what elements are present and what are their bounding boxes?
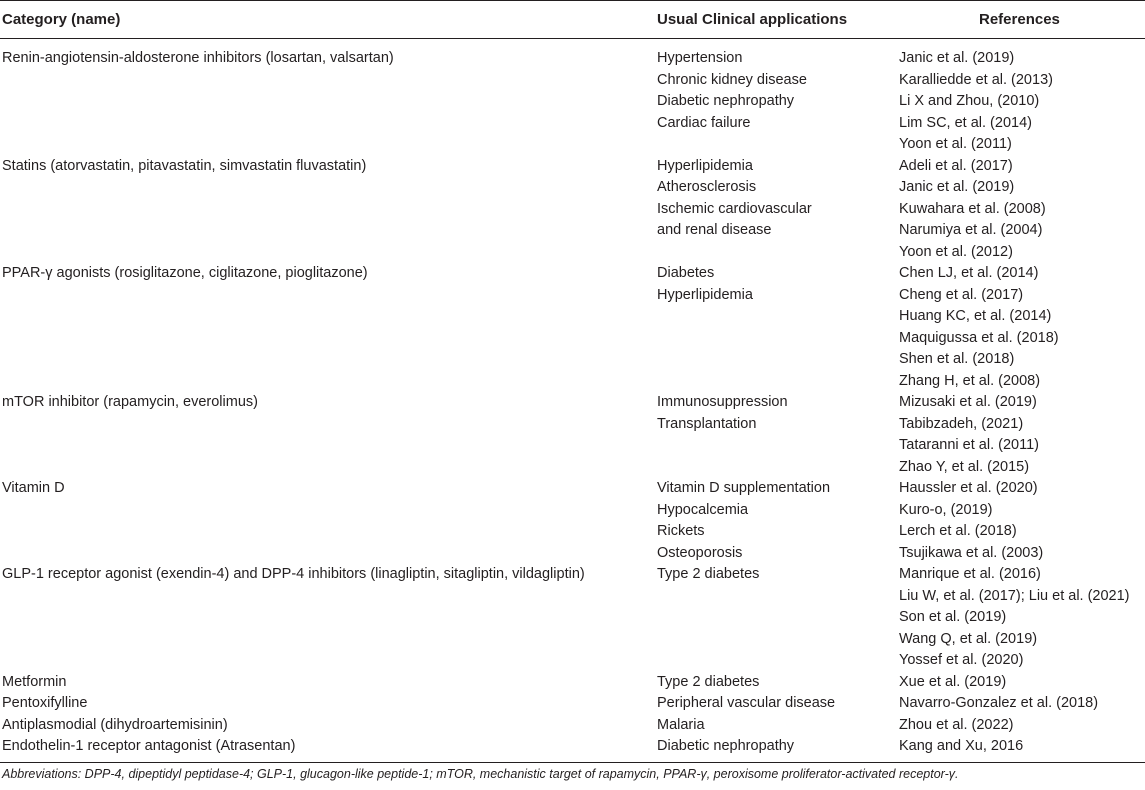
table-footnote: Abbreviations: DPP-4, dipeptidyl peptidase-4; GLP-1, glucagon-like peptide-1; mTOR, mechanistic target of rapamycin, PPAR-γ, peroxisome proliferator-activated receptor-γ. <box>2 767 959 781</box>
application-item: Diabetic nephropathy <box>657 738 795 754</box>
header-bottom-rule <box>0 38 1145 39</box>
application-item: Hypocalcemia <box>657 501 749 518</box>
table-row <box>0 156 1145 264</box>
reference-item: Kuwahara et al. (2008) <box>899 200 1046 217</box>
header-references: References <box>979 11 1060 28</box>
header-category: Category (name) <box>2 11 121 28</box>
application-item: Type 2 diabetes <box>657 673 760 690</box>
applications-cell <box>657 263 753 306</box>
reference-item: Yoon et al. (2012) <box>899 243 1013 260</box>
reference-item: Xue et al. (2019) <box>899 673 1007 690</box>
reference-item: Tsujikawa et al. (2003) <box>899 544 1044 561</box>
reference-item: Yoon et al. (2011) <box>899 136 1012 152</box>
reference-item: Maquigussa et al. (2018) <box>899 329 1059 346</box>
application-item: Malaria <box>657 716 705 733</box>
reference-item: Cheng et al. (2017) <box>899 286 1024 303</box>
reference-item: Karalliedde et al. (2013) <box>899 71 1053 88</box>
application-item: Atherosclerosis <box>657 179 757 195</box>
table-header <box>0 0 1145 38</box>
references-cell <box>899 263 1059 392</box>
reference-item: Zhao Y, et al. (2015) <box>899 458 1030 475</box>
reference-item: Shen et al. (2018) <box>899 351 1015 367</box>
reference-item: Mizusaki et al. (2019) <box>899 394 1037 410</box>
category-cell: Vitamin D <box>2 480 65 496</box>
application-item: Chronic kidney disease <box>657 71 807 88</box>
application-item: Type 2 diabetes <box>657 566 760 582</box>
reference-item: Janic et al. (2019) <box>899 179 1015 195</box>
application-item: Hyperlipidemia <box>657 286 753 303</box>
applications-cell <box>657 693 835 715</box>
applications-cell <box>657 478 830 564</box>
references-cell <box>899 715 1013 737</box>
reference-item: Wang Q, et al. (2019) <box>899 630 1038 647</box>
reference-item: Zhou et al. (2022) <box>899 716 1014 733</box>
category-cell: Renin-angiotensin-aldosterone inhibitors (losartan, valsartan) <box>2 50 394 66</box>
references-cell <box>899 736 1023 758</box>
reference-item: Navarro-Gonzalez et al. (2018) <box>899 695 1099 711</box>
references-cell <box>899 693 1098 715</box>
table-row <box>0 672 1145 694</box>
references-cell <box>899 48 1053 156</box>
reference-item: Lim SC, et al. (2014) <box>899 114 1032 131</box>
category-cell: PPAR-γ agonists (rosiglitazone, ciglitazone, pioglitazone) <box>2 265 368 281</box>
references-cell <box>899 672 1006 694</box>
reference-item: Lerch et al. (2018) <box>899 523 1017 539</box>
application-item: Osteoporosis <box>657 544 743 561</box>
category-cell: mTOR inhibitor (rapamycin, everolimus) <box>2 394 258 410</box>
table-row <box>0 693 1145 715</box>
reference-item: Zhang H, et al. (2008) <box>899 372 1041 389</box>
application-item: Peripheral vascular disease <box>657 695 836 711</box>
references-cell <box>899 478 1043 564</box>
application-item: Hyperlipidemia <box>657 157 753 174</box>
reference-item: Huang KC, et al. (2014) <box>899 308 1052 324</box>
reference-item: Narumiya et al. (2004) <box>899 222 1043 238</box>
table-row <box>0 736 1145 758</box>
references-cell <box>899 156 1046 264</box>
applications-cell <box>657 736 794 758</box>
reference-item: Li X and Zhou, (2010) <box>899 93 1040 109</box>
table-row <box>0 715 1145 737</box>
category-cell: Statins (atorvastatin, pitavastatin, simvastatin fluvastatin) <box>2 157 367 174</box>
category-cell: Endothelin-1 receptor antagonist (Atrasentan) <box>2 738 296 754</box>
reference-item: Tataranni et al. (2011) <box>899 437 1039 453</box>
header-applications: Usual Clinical applications <box>657 11 848 28</box>
table-row <box>0 478 1145 564</box>
reference-item: Liu W, et al. (2017); Liu et al. (2021) <box>899 587 1130 604</box>
application-item: Hypertension <box>657 50 743 66</box>
reference-item: Adeli et al. (2017) <box>899 157 1013 174</box>
reference-item: Kang and Xu, 2016 <box>899 738 1024 754</box>
application-item: Diabetes <box>657 265 715 281</box>
application-item: Cardiac failure <box>657 114 751 131</box>
applications-cell <box>657 392 788 435</box>
reference-item: Kuro-o, (2019) <box>899 501 993 518</box>
applications-cell <box>657 672 759 694</box>
reference-item: Janic et al. (2019) <box>899 50 1015 66</box>
category-cell: Metformin <box>2 673 67 690</box>
reference-item: Tabibzadeh, (2021) <box>899 415 1024 432</box>
table-row <box>0 263 1145 392</box>
table-row <box>0 48 1145 156</box>
table-row <box>0 564 1145 672</box>
application-item: Rickets <box>657 523 705 539</box>
application-item: and renal disease <box>657 222 772 238</box>
category-cell: Antiplasmodial (dihydroartemisinin) <box>2 716 228 733</box>
application-item: Immunosuppression <box>657 394 788 410</box>
applications-cell <box>657 156 812 242</box>
applications-cell <box>657 564 759 586</box>
application-item: Diabetic nephropathy <box>657 93 795 109</box>
category-cell: GLP-1 receptor agonist (exendin-4) and DPP-4 inhibitors (linagliptin, sitagliptin, vildagliptin) <box>2 566 585 582</box>
applications-cell <box>657 48 807 134</box>
application-item: Ischemic cardiovascular <box>657 200 812 217</box>
applications-cell <box>657 715 705 737</box>
reference-item: Haussler et al. (2020) <box>899 480 1038 496</box>
table-row <box>0 392 1145 478</box>
reference-item: Son et al. (2019) <box>899 609 1007 625</box>
references-cell <box>899 564 1130 672</box>
application-item: Transplantation <box>657 415 757 432</box>
reference-item: Manrique et al. (2016) <box>899 566 1041 582</box>
application-item: Vitamin D supplementation <box>657 480 831 496</box>
reference-item: Yossef et al. (2020) <box>899 652 1024 668</box>
reference-item: Chen LJ, et al. (2014) <box>899 265 1039 281</box>
category-cell: Pentoxifylline <box>2 695 88 711</box>
table-bottom-rule <box>0 762 1145 763</box>
references-cell <box>899 392 1039 478</box>
table-body <box>0 48 1145 758</box>
